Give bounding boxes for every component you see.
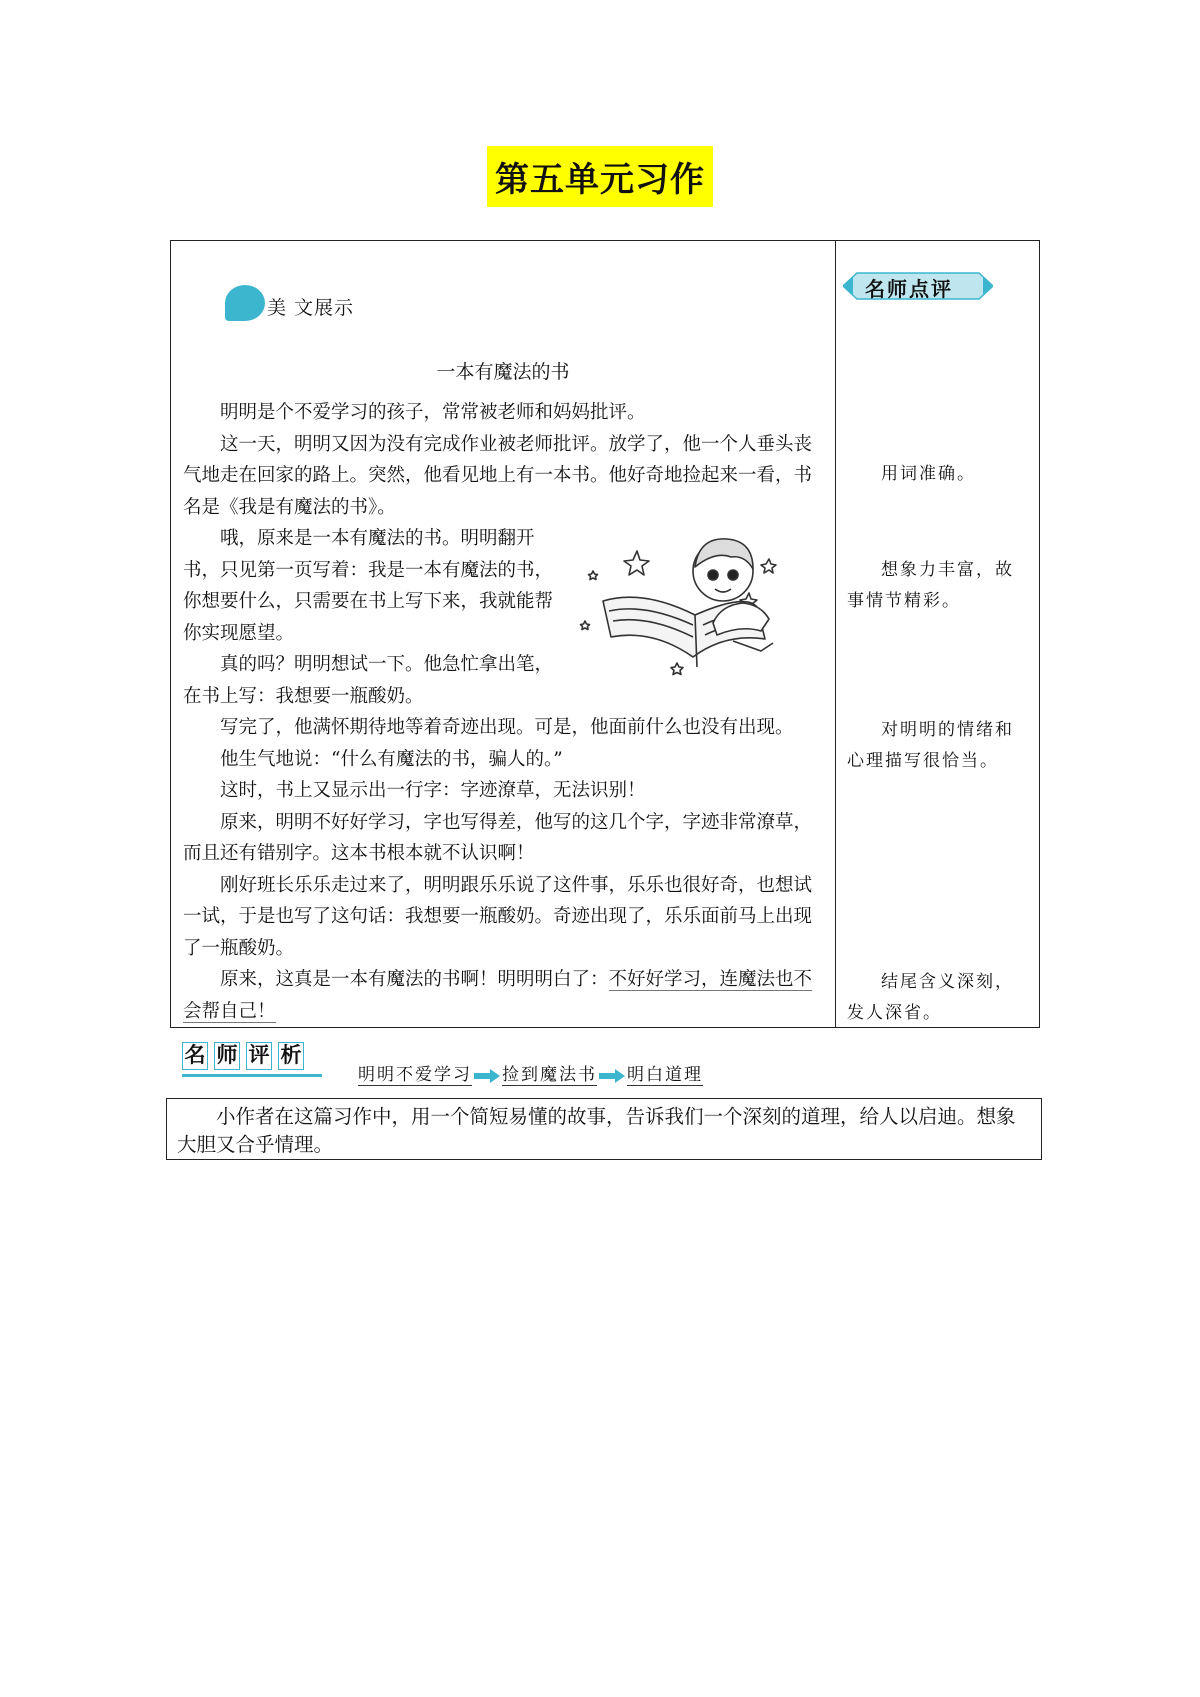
essay-paragraph: 他生气地说：“什么有魔法的书，骗人的。” xyxy=(220,748,563,770)
analysis-box xyxy=(166,1098,1042,1160)
essay-paragraph-last xyxy=(183,964,823,1027)
essay-key-sentence: 不好好学习，连魔法也不会帮自己！ xyxy=(183,969,813,1022)
review-comment xyxy=(847,555,1032,617)
essay-paragraph-text: 原来，这真是一本有魔法的书啊！明明明白了： xyxy=(220,969,609,990)
review-badge-label: 名师点评 xyxy=(865,277,953,301)
boy-reading-book-illustration xyxy=(573,531,823,681)
section-label: 美 文展示 xyxy=(267,297,355,319)
review-comment-text: 结尾含义深刻，发人深省。 xyxy=(847,972,1014,1023)
analysis-text: 小作者在这篇习作中，用一个简短易懂的故事，告诉我们一个深刻的道理，给人以启迪。想象大胆又合乎情理。 xyxy=(177,1105,1016,1156)
analysis-header xyxy=(182,1042,742,1085)
analysis-char: 名 xyxy=(182,1042,208,1070)
essay-paragraph: 哦，原来是一本有魔法的书。明明翻开书，只见第一页写着：我是一本有魔法的书，你想要什么，只需要在书上写下来，我就能帮你实现愿望。 xyxy=(183,528,554,644)
title-wrap xyxy=(0,146,1200,207)
speech-bubble-icon xyxy=(225,285,265,321)
analysis-underline xyxy=(182,1074,322,1077)
essay-paragraph: 写完了，他满怀期待地等着奇迹出现。可是，他面前什么也没有出现。 xyxy=(220,717,794,738)
arrow-right-icon xyxy=(599,1069,625,1083)
review-comment xyxy=(847,967,1032,1029)
arrow-right-icon xyxy=(474,1069,500,1083)
analysis-char: 析 xyxy=(278,1042,304,1070)
review-comment-text: 用词准确。 xyxy=(881,464,976,484)
essay-paragraph: 明明是个不爱学习的孩子，常常被老师和妈妈批评。 xyxy=(220,402,646,423)
review-comment xyxy=(847,459,1032,490)
review-comment-text: 想象力丰富，故事情节精彩。 xyxy=(847,560,1014,611)
review-comment-text: 对明明的情绪和心理描写很恰当。 xyxy=(847,720,1014,771)
essay-paragraph: 这时，书上又显示出一行字：字迹潦草，无法识别！ xyxy=(220,780,646,801)
essay-paragraph: 原来，明明不好好学习，字也写得差，他写的这几个字，字迹非常潦草，而且还有错别字。这本书根本就不认识啊！ xyxy=(183,811,813,864)
analysis-char: 师 xyxy=(214,1042,240,1070)
flow-step: 明明不爱学习 xyxy=(358,1065,472,1085)
column-divider xyxy=(835,241,836,1027)
essay-paragraph: 真的吗？明明想试一下。他急忙拿出笔，在书上写：我想要一瓶酸奶。 xyxy=(183,654,554,707)
essay-paragraph: 这一天，明明又因为没有完成作业被老师批评。放学了，他一个人垂头丧气地走在回家的路上。突然，他看见地上有一本书。他好奇地捡起来一看，书名是《我是有魔法的书》。 xyxy=(183,433,813,518)
flow-step: 明白道理 xyxy=(627,1065,703,1085)
review-badge xyxy=(843,269,993,303)
analysis-flow xyxy=(358,1060,703,1085)
essay-body xyxy=(183,397,823,1027)
essay-title: 一本有魔法的书 xyxy=(436,361,570,383)
essay-box xyxy=(170,240,1040,1028)
page-title: 第五单元习作 xyxy=(487,146,713,207)
flow-step: 捡到魔法书 xyxy=(502,1065,597,1085)
analysis-char: 评 xyxy=(246,1042,272,1070)
review-comment xyxy=(847,715,1032,777)
essay-paragraph: 刚好班长乐乐走过来了，明明跟乐乐说了这件事，乐乐也很好奇，也想试一试，于是也写了这句话：我想要一瓶酸奶。奇迹出现了，乐乐面前马上出现了一瓶酸奶。 xyxy=(183,874,813,959)
section-header xyxy=(225,285,425,325)
